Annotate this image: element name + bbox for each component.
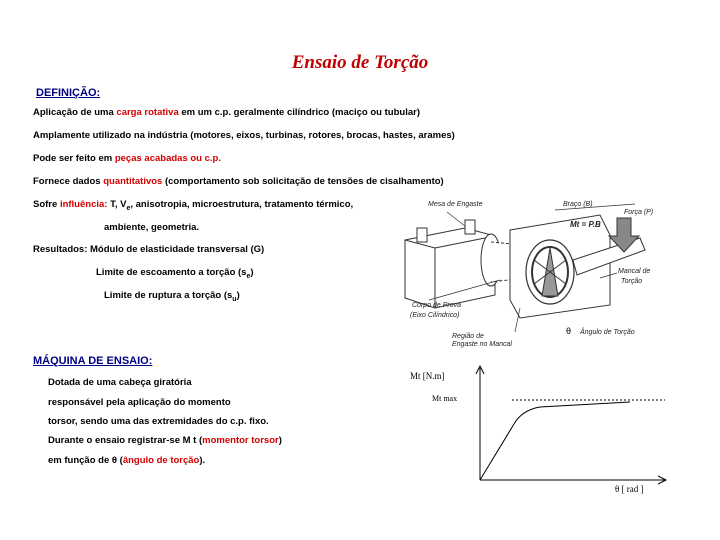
definicao-line-8: Limite de escoamento a torção $(s_e)$ bbox=[96, 267, 254, 280]
graph-mtmax-label: Mt max bbox=[432, 394, 458, 403]
definicao-line-7: Resultados: Módulo de elasticidade transversal (G) bbox=[33, 244, 265, 255]
diagram-theta: θ bbox=[566, 326, 572, 336]
diagram-label-forca: Força (P) bbox=[624, 209, 654, 216]
diagram-label-regiao-1: Região de bbox=[452, 333, 484, 340]
definicao-line-1: Aplicação de uma carga rotativa em um c.p. geralmente cilíndrico (maciço ou tubular) bbox=[33, 107, 420, 118]
graph-curve bbox=[480, 402, 630, 480]
definicao-line-9: Limite de ruptura a torção $(s_u)$ bbox=[104, 290, 240, 303]
maquina-heading: MÁQUINA DE ENSAIO: bbox=[33, 355, 153, 367]
diagram-label-mesa: Mesa de Engaste bbox=[428, 201, 483, 208]
maquina-line-5: em função de θ (ângulo de torção). bbox=[48, 455, 206, 466]
diagram-label-braco: Braço (B) bbox=[563, 201, 593, 208]
definicao-line-4: Fornece dados quantitativos (comportamento sob solicitação de tensões de cisalhamento) bbox=[33, 176, 444, 187]
graph-xlabel: θ [ rad ] bbox=[615, 484, 644, 494]
definicao-line-5: Sofre influência: T, $V_e$, anisotropia, microestrutura, tratamento térmico, bbox=[33, 199, 354, 212]
maquina-line-1: Dotada de uma cabeça giratória bbox=[48, 377, 192, 388]
definicao-heading: DEFINIÇÃO: bbox=[36, 87, 101, 99]
diagram-label-corpo-1: Corpo de Prova bbox=[412, 302, 462, 309]
definicao-line-3: Pode ser feito em peças acabadas ou c.p. bbox=[33, 153, 221, 164]
page-title: Ensaio de Torção bbox=[291, 52, 429, 73]
maquina-line-3: torsor, sendo uma das extremidades do c.p. fixo. bbox=[48, 416, 269, 427]
maquina-line-4: Durante o ensaio registrar-se M t (momentor torsor) bbox=[48, 435, 282, 446]
diagram-label-mt: Mt = P.B bbox=[570, 220, 601, 229]
torque-graph bbox=[470, 362, 670, 487]
definicao-line-6: ambiente, geometria. bbox=[104, 222, 200, 233]
definicao-line-2: Amplamente utilizado na indústria (motores, eixos, turbinas, rotores, brocas, hastes, arames) bbox=[33, 130, 455, 141]
diagram-label-mancal-2: Torção bbox=[621, 278, 643, 285]
diagram-label-mancal-1: Mancal de bbox=[618, 268, 651, 275]
maquina-line-2: responsável pela aplicação do momento bbox=[48, 397, 231, 408]
diagram-label-corpo-2: (Eixo Cilíndrico) bbox=[410, 312, 460, 319]
diagram-label-regiao-2: Engaste no Mancal bbox=[452, 341, 512, 348]
graph-ylabel: Mt [N.m] bbox=[410, 371, 445, 381]
diagram-label-angulo: Ângulo de Torção bbox=[580, 329, 635, 336]
